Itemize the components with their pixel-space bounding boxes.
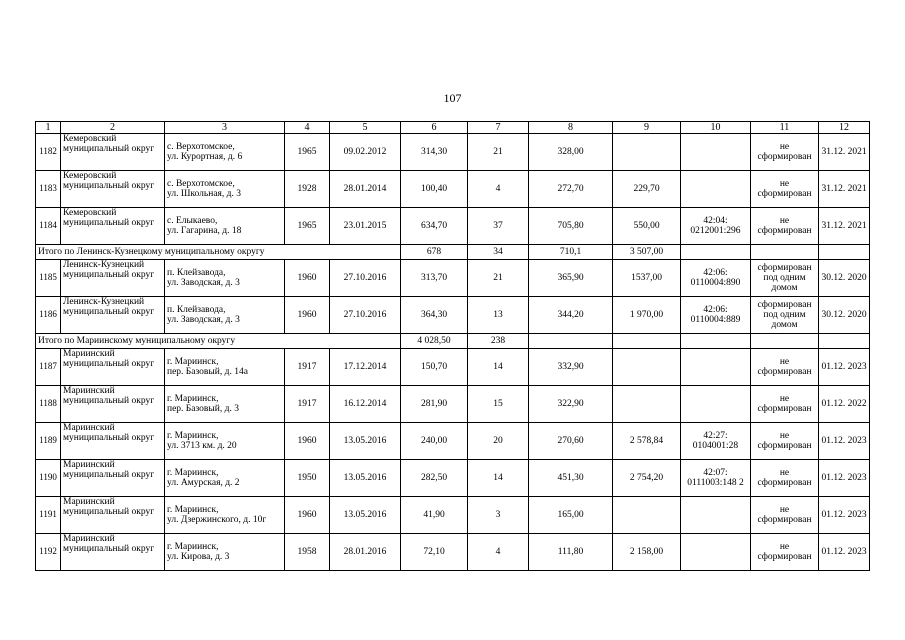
district-cell: Мариинский муниципальный округ	[61, 534, 165, 571]
status-cell: не сформирован	[751, 460, 819, 497]
empty-cell	[681, 245, 751, 260]
count-cell: 4	[468, 534, 529, 571]
area-cell: 281,90	[401, 386, 468, 423]
year-cell: 1960	[285, 260, 330, 297]
total-val9	[613, 334, 681, 349]
value-cell: 1537,00	[613, 260, 681, 297]
status-cell: не сформирован	[751, 171, 819, 208]
row-number: 1192	[36, 534, 61, 571]
district-cell: Мариинский муниципальный округ	[61, 386, 165, 423]
count-cell: 3	[468, 497, 529, 534]
district-cell: Ленинск-Кузнецкий муниципальный округ	[61, 297, 165, 334]
status-cell: сформирован под одним домом	[751, 260, 819, 297]
column-header: 2	[61, 122, 165, 134]
address-cell	[165, 386, 285, 423]
district-cell: Кемеровский муниципальный округ	[61, 208, 165, 245]
column-header: 9	[613, 122, 681, 134]
total-val8: 710,1	[529, 245, 613, 260]
year-cell: 1917	[285, 349, 330, 386]
empty-cell	[681, 334, 751, 349]
address-line: ул. Заводская, д. 3	[167, 315, 240, 325]
year-cell: 1928	[285, 171, 330, 208]
address-line: пер. Базовый, д. 14а	[167, 367, 248, 377]
table-row	[36, 386, 870, 423]
column-header: 4	[285, 122, 330, 134]
column-header: 3	[165, 122, 285, 134]
deadline-cell: 01.12. 2023	[819, 349, 870, 386]
address-cell	[165, 208, 285, 245]
deadline-cell: 31.12. 2021	[819, 208, 870, 245]
area-cell: 72,10	[401, 534, 468, 571]
table-row	[36, 460, 870, 497]
deadline-cell: 01.12. 2023	[819, 534, 870, 571]
total-area: 678	[401, 245, 468, 260]
value-cell: 322,90	[529, 386, 613, 423]
value-cell: 451,30	[529, 460, 613, 497]
address-line: ул. Дзержинского, д. 10г	[167, 515, 267, 525]
table-row	[36, 349, 870, 386]
count-cell: 15	[468, 386, 529, 423]
cadastre-cell	[681, 349, 751, 386]
table-row	[36, 260, 870, 297]
cadastre-cell	[681, 171, 751, 208]
table-row	[36, 297, 870, 334]
row-number: 1191	[36, 497, 61, 534]
address-line: г. Мариинск,	[167, 431, 219, 441]
count-cell: 20	[468, 423, 529, 460]
total-label: Итого по Мариинскому муниципальному округу	[36, 334, 401, 349]
empty-cell	[751, 334, 819, 349]
status-cell: не сформирован	[751, 208, 819, 245]
value-cell: 2 158,00	[613, 534, 681, 571]
area-cell: 313,70	[401, 260, 468, 297]
address-cell	[165, 134, 285, 171]
address-cell	[165, 297, 285, 334]
area-cell: 240,00	[401, 423, 468, 460]
date-cell: 13.05.2016	[330, 497, 401, 534]
year-cell: 1960	[285, 297, 330, 334]
district-cell: Мариинский муниципальный округ	[61, 460, 165, 497]
address-line: ул. Гагарина, д. 18	[167, 226, 242, 236]
value-cell: 550,00	[613, 208, 681, 245]
area-cell: 364,30	[401, 297, 468, 334]
empty-cell	[819, 334, 870, 349]
value-cell	[613, 349, 681, 386]
address-cell	[165, 260, 285, 297]
date-cell: 17.12.2014	[330, 349, 401, 386]
value-cell: 344,20	[529, 297, 613, 334]
address-line: п. Клейзавода,	[167, 268, 226, 278]
cadastre-cell: 42:06: 0110004:890	[681, 260, 751, 297]
housing-table	[35, 121, 870, 571]
address-line: с. Верхотомское,	[167, 179, 235, 189]
deadline-cell: 30.12. 2020	[819, 297, 870, 334]
address-line: с. Елыкаево,	[167, 216, 218, 226]
status-cell: не сформирован	[751, 386, 819, 423]
cadastre-cell	[681, 497, 751, 534]
address-cell	[165, 497, 285, 534]
table-row	[36, 134, 870, 171]
row-number: 1184	[36, 208, 61, 245]
address-line: ул. Амурская, д. 2	[167, 478, 240, 488]
count-cell: 21	[468, 134, 529, 171]
date-cell: 28.01.2016	[330, 534, 401, 571]
date-cell: 23.01.2015	[330, 208, 401, 245]
total-count: 238	[468, 334, 529, 349]
deadline-cell: 01.12. 2022	[819, 386, 870, 423]
address-cell	[165, 349, 285, 386]
year-cell: 1917	[285, 386, 330, 423]
address-line: г. Мариинск,	[167, 357, 219, 367]
value-cell: 2 754,20	[613, 460, 681, 497]
area-cell: 41,90	[401, 497, 468, 534]
date-cell: 28.01.2014	[330, 171, 401, 208]
value-cell: 2 578,84	[613, 423, 681, 460]
address-line: ул. 3713 км. д. 20	[167, 441, 237, 451]
district-cell: Мариинский муниципальный округ	[61, 423, 165, 460]
page-number: 107	[443, 91, 462, 105]
address-cell	[165, 460, 285, 497]
date-cell: 16.12.2014	[330, 386, 401, 423]
date-cell: 27.10.2016	[330, 260, 401, 297]
year-cell: 1960	[285, 423, 330, 460]
value-cell: 270,60	[529, 423, 613, 460]
column-header: 7	[468, 122, 529, 134]
district-cell: Кемеровский муниципальный округ	[61, 134, 165, 171]
district-cell: Мариинский муниципальный округ	[61, 497, 165, 534]
table-row	[36, 534, 870, 571]
address-cell	[165, 534, 285, 571]
area-cell: 100,40	[401, 171, 468, 208]
table-row	[36, 423, 870, 460]
empty-cell	[751, 245, 819, 260]
year-cell: 1960	[285, 497, 330, 534]
address-line: г. Мариинск,	[167, 542, 219, 552]
count-cell: 14	[468, 349, 529, 386]
status-cell: не сформирован	[751, 134, 819, 171]
year-cell: 1958	[285, 534, 330, 571]
status-cell: не сформирован	[751, 534, 819, 571]
count-cell: 21	[468, 260, 529, 297]
cadastre-cell: 42:27: 0104001:28	[681, 423, 751, 460]
value-cell: 1 970,00	[613, 297, 681, 334]
address-line: с. Верхотомское,	[167, 142, 235, 152]
column-header: 11	[751, 122, 819, 134]
cadastre-cell	[681, 134, 751, 171]
header-row	[36, 122, 870, 134]
count-cell: 13	[468, 297, 529, 334]
area-cell: 150,70	[401, 349, 468, 386]
row-number: 1186	[36, 297, 61, 334]
area-cell: 282,50	[401, 460, 468, 497]
total-area: 4 028,50	[401, 334, 468, 349]
row-number: 1189	[36, 423, 61, 460]
deadline-cell: 31.12. 2021	[819, 171, 870, 208]
row-number: 1188	[36, 386, 61, 423]
row-number: 1187	[36, 349, 61, 386]
address-line: г. Мариинск,	[167, 505, 219, 515]
total-count: 34	[468, 245, 529, 260]
address-line: ул. Заводская, д. 3	[167, 278, 240, 288]
address-cell	[165, 171, 285, 208]
column-header: 5	[330, 122, 401, 134]
area-cell: 634,70	[401, 208, 468, 245]
status-cell: сформирован под одним домом	[751, 297, 819, 334]
row-number: 1182	[36, 134, 61, 171]
column-header: 8	[529, 122, 613, 134]
total-val9: 3 507,00	[613, 245, 681, 260]
date-cell: 27.10.2016	[330, 297, 401, 334]
deadline-cell: 31.12. 2021	[819, 134, 870, 171]
total-row	[36, 334, 870, 349]
total-label: Итого по Ленинск-Кузнецкому муниципальному округу	[36, 245, 401, 260]
area-cell: 314,30	[401, 134, 468, 171]
cadastre-cell	[681, 386, 751, 423]
cadastre-cell: 42:04: 0212001:296	[681, 208, 751, 245]
table-row	[36, 171, 870, 208]
total-val8	[529, 334, 613, 349]
value-cell	[613, 497, 681, 534]
value-cell	[613, 386, 681, 423]
year-cell: 1950	[285, 460, 330, 497]
value-cell: 332,90	[529, 349, 613, 386]
column-header: 10	[681, 122, 751, 134]
empty-cell	[819, 245, 870, 260]
district-cell: Мариинский муниципальный округ	[61, 349, 165, 386]
value-cell: 111,80	[529, 534, 613, 571]
column-header: 6	[401, 122, 468, 134]
address-line: г. Мариинск,	[167, 394, 219, 404]
row-number: 1183	[36, 171, 61, 208]
date-cell: 13.05.2016	[330, 460, 401, 497]
value-cell: 165,00	[529, 497, 613, 534]
row-number: 1190	[36, 460, 61, 497]
table-row	[36, 497, 870, 534]
value-cell: 365,90	[529, 260, 613, 297]
value-cell: 328,00	[529, 134, 613, 171]
address-line: г. Мариинск,	[167, 468, 219, 478]
cadastre-cell: 42:06: 0110004:889	[681, 297, 751, 334]
deadline-cell: 30.12. 2020	[819, 260, 870, 297]
row-number: 1185	[36, 260, 61, 297]
year-cell: 1965	[285, 134, 330, 171]
count-cell: 14	[468, 460, 529, 497]
deadline-cell: 01.12. 2023	[819, 460, 870, 497]
address-line: ул. Курортная, д. 6	[167, 152, 243, 162]
cadastre-cell: 42:07: 0111003:148 2	[681, 460, 751, 497]
district-cell: Ленинск-Кузнецкий муниципальный округ	[61, 260, 165, 297]
count-cell: 4	[468, 171, 529, 208]
column-header: 12	[819, 122, 870, 134]
address-line: ул. Школьная, д. 3	[167, 189, 241, 199]
date-cell: 09.02.2012	[330, 134, 401, 171]
district-cell: Кемеровский муниципальный округ	[61, 171, 165, 208]
table-row	[36, 208, 870, 245]
column-header: 1	[36, 122, 61, 134]
deadline-cell: 01.12. 2023	[819, 497, 870, 534]
address-line: п. Клейзавода,	[167, 305, 226, 315]
year-cell: 1965	[285, 208, 330, 245]
deadline-cell: 01.12. 2023	[819, 423, 870, 460]
value-cell: 272,70	[529, 171, 613, 208]
value-cell: 229,70	[613, 171, 681, 208]
status-cell: не сформирован	[751, 349, 819, 386]
count-cell: 37	[468, 208, 529, 245]
address-cell	[165, 423, 285, 460]
address-line: пер. Базовый, д. 3	[167, 404, 239, 414]
value-cell	[613, 134, 681, 171]
status-cell: не сформирован	[751, 497, 819, 534]
total-row	[36, 245, 870, 260]
date-cell: 13.05.2016	[330, 423, 401, 460]
address-line: ул. Кирова, д. 3	[167, 552, 230, 562]
value-cell: 705,80	[529, 208, 613, 245]
cadastre-cell	[681, 534, 751, 571]
status-cell: не сформирован	[751, 423, 819, 460]
